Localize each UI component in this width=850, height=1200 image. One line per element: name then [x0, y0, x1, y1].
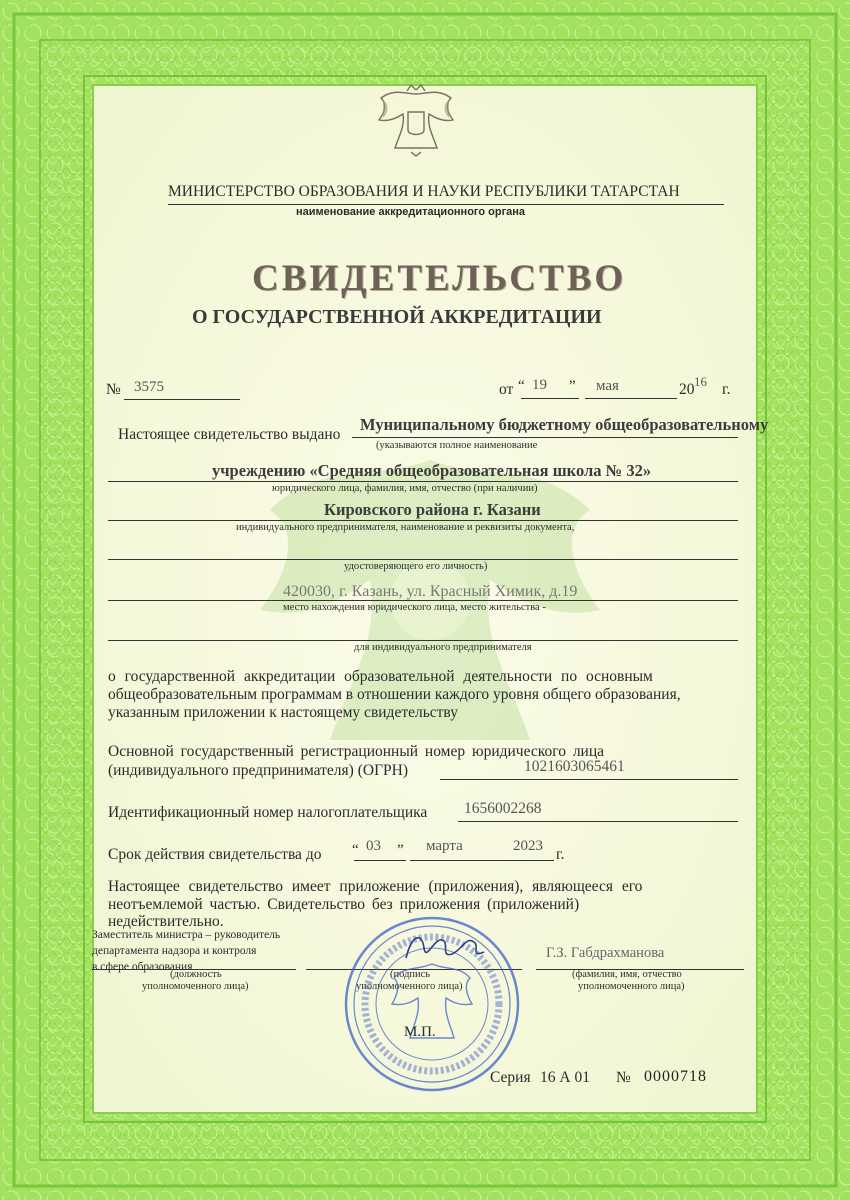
date-year-suffix: 16 — [694, 374, 707, 389]
signatory-name-caption1: (фамилия, имя, отчество — [572, 969, 682, 980]
seal-label: М.П. — [404, 1024, 436, 1040]
signatory-position-line1: Заместитель министра – руководитель — [92, 929, 281, 941]
signatory-position-line2: департамента надзора и контроля — [92, 945, 257, 957]
validity-suffix: г. — [556, 846, 565, 863]
validity-month: марта — [426, 838, 463, 854]
validity-day-underline — [354, 860, 406, 861]
ogrn-value: 1021603065461 — [524, 758, 625, 775]
validity-label: Срок действия свидетельства до — [108, 846, 322, 863]
page-subtitle: О ГОСУДАРСТВЕННОЙ АККРЕДИТАЦИИ — [192, 306, 602, 328]
signatory-name-caption2: уполномоченного лица) — [578, 981, 685, 992]
validity-year: 2023 — [513, 838, 543, 854]
validity-day: 03 — [366, 838, 381, 854]
signature-caption1: (подпись — [390, 969, 431, 980]
signatory-position-caption2: уполномоченного лица) — [142, 981, 249, 992]
accreditation-line3: указанным приложении к настоящему свидетельству — [108, 704, 458, 721]
appendix-line3: недействительно. — [108, 913, 224, 930]
number-label: № — [106, 381, 121, 398]
ogrn-underline — [440, 779, 738, 780]
issued-to-caption6: для индивидуального предпринимателя — [354, 642, 532, 653]
issued-to-caption1: (указываются полное наименование — [376, 440, 538, 451]
signatory-position-caption1: (должность — [170, 969, 222, 980]
date-close-quote: ” — [569, 378, 576, 394]
issued-to-underline5 — [108, 600, 738, 601]
issued-to-caption2: юридического лица, фамилия, имя, отчество (при наличии) — [272, 483, 538, 494]
issued-to-address: 420030, г. Казань, ул. Красный Химик, д.19 — [283, 583, 578, 600]
issued-to-underline2 — [108, 481, 738, 482]
emblem-icon — [375, 82, 457, 158]
validity-open-quote: “ — [352, 842, 359, 858]
issued-to-caption5: место нахождения юридического лица, место жительства - — [283, 602, 546, 613]
date-day: 19 — [532, 377, 547, 393]
issuer-name: МИНИСТЕРСТВО ОБРАЗОВАНИЯ И НАУКИ РЕСПУБЛИКИ ТАТАРСТАН — [168, 183, 680, 200]
issuer-caption: наименование аккредитационного органа — [296, 206, 526, 218]
validity-year-underline — [510, 860, 554, 861]
date-suffix: г. — [722, 381, 731, 398]
series-value: 16 А 01 — [540, 1069, 590, 1086]
appendix-line1: Настоящее свидетельство имеет приложение (приложения), являющееся его — [108, 878, 643, 895]
ogrn-label-line1: Основной государственный регистрационный номер юридического лица — [108, 743, 605, 760]
issued-to-caption4: удостоверяющего его личность) — [344, 561, 488, 572]
date-open-quote: “ — [518, 378, 525, 394]
appendix-line2: неотъемлемой частью. Свидетельство без приложения (приложений) — [108, 896, 580, 913]
issued-to-underline1 — [352, 437, 738, 438]
date-month-underline — [585, 398, 677, 399]
date-day-underline — [521, 398, 579, 399]
signatory-position-line3: в сфере образования — [92, 961, 193, 973]
signatory-name: Г.З. Габдрахманова — [546, 945, 665, 961]
issued-to-line3: Кировского района г. Казани — [324, 500, 541, 519]
validity-month-underline — [410, 860, 510, 861]
number-underline — [124, 399, 240, 400]
ogrn-label-line2: (индивидуального предпринимателя) (ОГРН) — [108, 762, 409, 779]
issued-to-line1: Муниципальному бюджетному общеобразовательному — [360, 415, 769, 434]
issued-to-label: Настоящее свидетельство выдано — [118, 426, 341, 443]
signature-caption2: уполномоченного лица) — [356, 981, 463, 992]
page-title: СВИДЕТЕЛЬСТВО — [252, 258, 627, 299]
signature-mark — [400, 928, 490, 968]
issuer-line — [168, 204, 724, 205]
date-month: мая — [596, 378, 619, 394]
date-prefix: от — [499, 381, 514, 398]
issued-to-caption3: индивидуального предпринимателя, наименование и реквизиты документа, — [236, 522, 575, 533]
issued-to-underline3 — [108, 520, 738, 521]
accreditation-line1: о государственной аккредитации образовательной деятельности по основным — [108, 668, 653, 685]
date-year-prefix: 20 — [679, 381, 695, 398]
issued-to-underline4 — [108, 559, 738, 560]
number-value: 3575 — [134, 379, 164, 395]
inn-label: Идентификационный номер налогоплательщика — [108, 804, 428, 821]
series-number-label: № — [616, 1069, 631, 1086]
issued-to-underline6 — [108, 640, 738, 641]
validity-close-quote: ” — [397, 842, 404, 858]
issued-to-line2: учреждению «Средняя общеобразовательная школа № 32» — [212, 461, 652, 480]
series-number: 0000718 — [644, 1068, 707, 1085]
inn-value: 1656002268 — [464, 800, 542, 817]
accreditation-line2: общеобразовательным программам в отношении каждого уровня общего образования, — [108, 686, 681, 703]
series-label: Серия — [490, 1069, 531, 1086]
inn-underline — [458, 821, 738, 822]
